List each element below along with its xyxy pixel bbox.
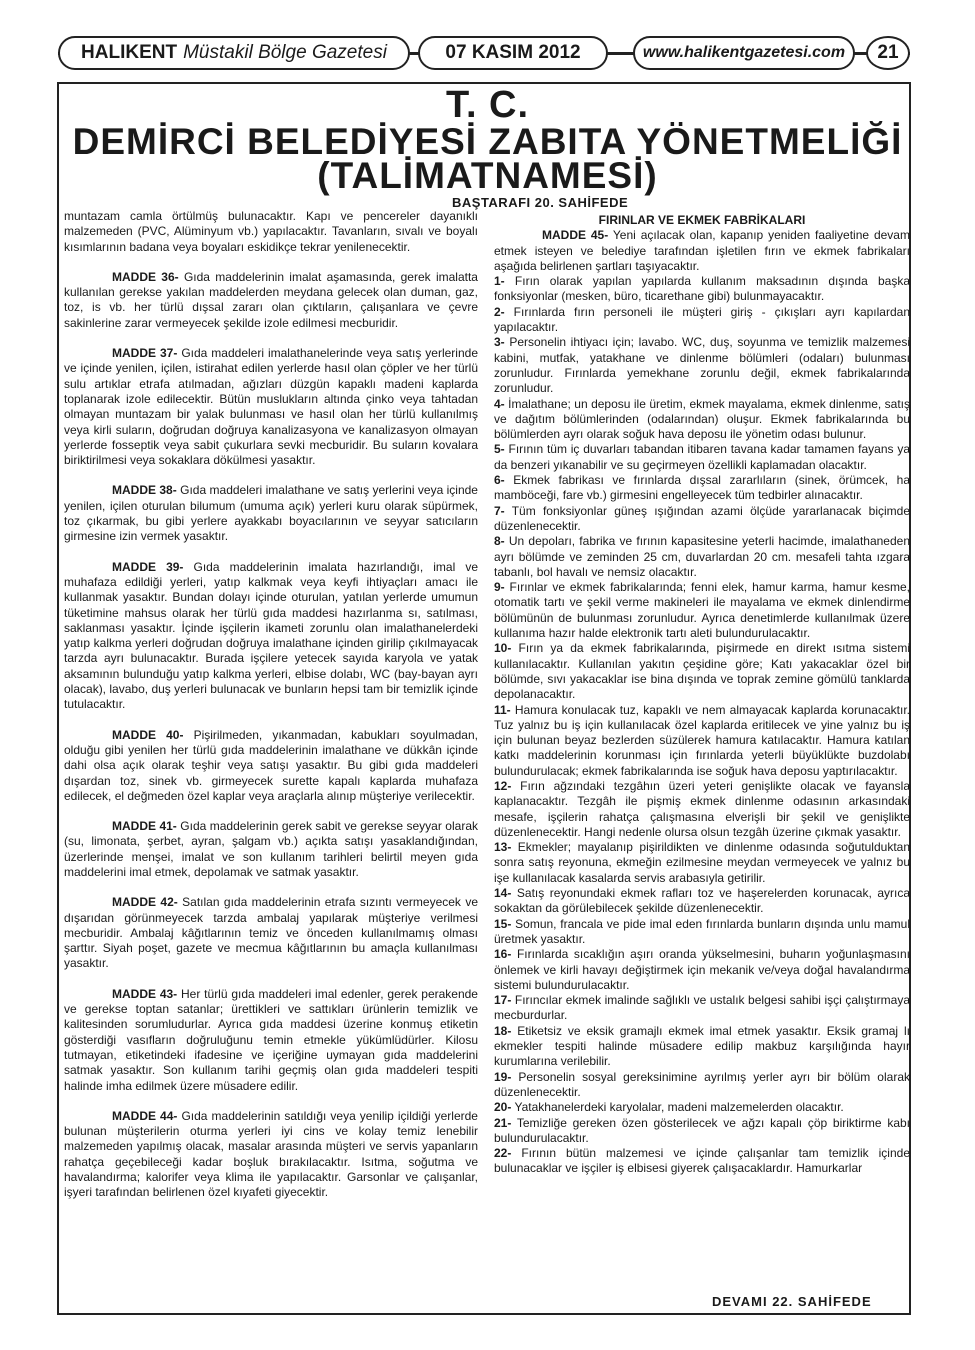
article-45 xyxy=(494,228,910,274)
list-item xyxy=(494,917,910,948)
list-item xyxy=(494,397,910,443)
article-label: MADDE 41- xyxy=(112,819,177,834)
list-item xyxy=(494,1116,910,1147)
item-text: Fırının bütün malzemesi ve içinde çalışanlar tam temizlik içinde bulunacaklar ve işçiler iş elbisesi giyerek çalışacaklardır. Hamurkarlar xyxy=(494,1146,910,1176)
article-paragraph xyxy=(64,819,478,880)
article-label: MADDE 45- xyxy=(542,228,609,243)
title-line-1: T. C. xyxy=(445,84,530,126)
item-text: Fırın olarak yapılan yapılarda kullanım maksadının dışında başka fonksiyonlar (mesken, büro, ticarethane gibi) bulunmayacaktır. xyxy=(494,274,910,304)
item-text: Fırınlarda sıcaklığın aşırı oranda yükselmesini, buharın yoğunlaşmasını önlemek ve kirli havayı değiştirmek için mekanik ve/veya doğal havalandırma sistemi bulundurulacaktır. xyxy=(494,947,910,992)
issue-date: 07 KASIM 2012 xyxy=(418,36,608,70)
item-text: Temizliğe gereken özen gösterilecek ve ağzı kapalı çöp biriktirme kabı bulundurulacaktır. xyxy=(494,1115,911,1145)
item-text: Satış reyonundaki ekmek rafları toz ve haşerelerden korunacak, ayrıca sokaktan da görülebilecek şekilde düzenlenecektir. xyxy=(494,886,910,916)
item-number: 15- xyxy=(494,916,512,931)
article-label: MADDE 36- xyxy=(112,269,179,284)
item-number: 10- xyxy=(494,641,512,656)
item-text: İmalathane; un deposu ile üretim, ekmek mayalama, ekmek dinlenme, satış ve dağıtım bölümlerinden (odalarından) oluşur. Ekmek fabrikalarında bu bölümlerden ayrı olarak soğuk hava deposu ile yönetim odası bulunur. xyxy=(494,396,910,442)
item-number: 20- xyxy=(494,1100,512,1115)
article-paragraph xyxy=(64,987,478,1094)
right-column xyxy=(494,213,910,1177)
list-item xyxy=(494,442,910,473)
article-text: Gıda maddelerinin gerek sabit ve gerekse seyyar olarak (su, limonata, şerbet, ayran, şalgam vb.) açıkta satışı yasaklandığından, üzerlerinde menşei, imalat ve son kullanım tarihleri belirtil meyen gıda maddelerini imal etmek, depolamak ve satmak yasaktır. xyxy=(64,819,478,879)
list-item xyxy=(494,1146,910,1177)
list-item xyxy=(494,534,910,580)
list-item xyxy=(494,641,910,702)
paragraph-gap xyxy=(64,713,478,728)
list-item xyxy=(494,274,910,305)
list-item xyxy=(494,840,910,886)
item-number: 12- xyxy=(494,778,512,793)
section-heading: FIRINLAR VE EKMEK FABRİKALARI xyxy=(598,213,806,227)
item-text: Tüm fonksiyonlar güneş ışığından azami ölçüde yararlanacak biçimde düzenlenecektir. xyxy=(494,503,911,533)
article-label: MADDE 37- xyxy=(112,346,178,361)
item-number: 13- xyxy=(494,840,512,855)
list-item xyxy=(494,473,910,504)
list-item xyxy=(494,779,910,840)
page-number: 21 xyxy=(866,36,910,70)
article-paragraph xyxy=(64,483,478,544)
paper-name: HALIKENT xyxy=(81,42,178,63)
item-text: Fırıncılar ekmek imalinde sağlıklı ve ustalık belgesi sahibi işçi çalıştırmaya mecburdurlar. xyxy=(494,993,910,1023)
item-number: 11- xyxy=(494,702,511,717)
item-number: 4- xyxy=(494,396,505,411)
title-line-2: DEMİRCİ BELEDİYESİ ZABITA YÖNETMELİĞİ xyxy=(72,121,903,162)
masthead-pill xyxy=(58,36,410,70)
paragraph-gap xyxy=(64,255,478,270)
title-line-3: (TALİMATNAMESİ) xyxy=(317,155,658,196)
article-paragraph xyxy=(64,560,478,713)
list-item xyxy=(494,504,910,535)
paragraph-gap xyxy=(64,1094,478,1109)
item-text: Hamura konulacak tuz, kapaklı ve nem almayacak kaplarda korunacaktır. Tuz yalnız bu iş için kullanılacak özel kaplarda eritilecek ve yine yalnız bu iş için bulunan beyaz bezlerden süzülerek hamura katılacaktır. Hamura katılan katkı maddelerinin korunması için fırınlarda yeterli büyüklükte buzdolabı bulundurulacak; ekmek fabrikalarında ise soğuk hava deposu yaptırılacaktır. xyxy=(494,702,910,778)
item-number: 22- xyxy=(494,1146,512,1161)
item-text: Personelin sosyal gereksinimine ayrılmış yerler ayrı bir bölüm olarak düzenlenecektir. xyxy=(494,1069,910,1099)
item-number: 9- xyxy=(494,580,505,595)
list-item xyxy=(494,1024,910,1070)
item-number: 8- xyxy=(494,534,505,549)
article-label: MADDE 42- xyxy=(112,895,178,910)
paragraph-gap xyxy=(64,545,478,560)
list-item xyxy=(494,305,910,336)
item-number: 18- xyxy=(494,1023,512,1038)
article-text: Pişirilmeden, yıkanmadan, kabukları soyulmadan, olduğu gibi yenilen her türlü gıda maddelerinin imalathane ve dükkân içinde dahi olsa açık olarak teşhir veya satışı yasaktır. Bu gibi gıda maddeleri dışardan toz, sinek vb. girmeyecek surette kapalı kaplarda muhafaza edilecek, el değmeden özel kaplar veya araçlarla alınıp müşteriye verilecektir. xyxy=(64,727,478,803)
paragraph-gap xyxy=(64,804,478,819)
article-label: MADDE 39- xyxy=(112,559,184,574)
article-text: Gıda maddelerinin satıldığı veya yenilip içildiği yerlerde bulunan müşterilerin oturma yerleri iyi cins ve kolay temiz lenebilir malzemeden yapılmış olacak, masalar arasında müşteri ve servis yapanların rahatça geçebileceği kadar boşluk bırakılacaktır. Isıtma, soğutma ve havalandırma; kalorifer veya klima ile yapılacaktır. Garsonlar ve çalışanlar, işyeri tarafından belirlenen özel kıyafeti giyecektir. xyxy=(64,1108,478,1200)
list-item xyxy=(494,1100,910,1115)
item-number: 5- xyxy=(494,442,505,457)
article-text: Her türlü gıda maddeleri imal edenler, gerek perakende ve gerekse toptan satanlar; ürettikleri ve sattıkları ürünlerin temizlik ve kalitesinden sorumludurlar. Ayrıca gıda maddesi üzerine konmuş etiketin gösterdiği vasıfların doğruluğunu temin etmekle yükümlüdürler. Kilosu tutmayan, etiketindeki ifadesine ve içeriğine uymayan gıda maddelerini satmak yasaktır. Son kullanım tarihi geçmiş olan gıda maddeleri tespiti halinde imha edilmek üzere müsadere edilir. xyxy=(64,986,478,1093)
paragraph-gap xyxy=(64,468,478,483)
item-text: Ekmek fabrikası ve fırınlarda dışsal zararlıların (sinek, örümcek, ha mamböceği, fare vb.) girmesini engelleyecek tüm tedbirler alınacaktır. xyxy=(494,473,910,503)
item-text: Etiketsiz ve eksik gramajlı ekmek imal etmek yasaktır. Eksik gramaj lı ekmekler tespiti halinde müsadere edilip makbuz karşılığında hayır kurumlarına verilebilir. xyxy=(494,1023,910,1069)
article-paragraph xyxy=(64,346,478,468)
list-item xyxy=(494,886,910,917)
article-text: Gıda maddeleri imalathanelerinde veya satış yerlerinde ve içinde yenilen, içilen, istirahat edilen yerlerde hasıl olan çöpler ve her türlü sulu artıklar etrafa atılmadan, ağızları düzgün kapaklı madeni kaplarda toplanarak izole edilecektir. Bütün muslukların altında çinko veya tahtadan olmayan muntazam bir yalak bulunması ve hasıl olan her türlü kullanılmış veya kirli suların, doğrudan doğruya kanalizasyona ve kanalizasyon olmayan yerlerde fosseptik veya sabit çukurlara sevki mecburidir. Bu suların kovalara biriktirilmesi veya sokaklara dökülmesi yasaktır. xyxy=(64,346,478,468)
paper-subtitle: Müstakil Bölge Gazetesi xyxy=(183,42,387,63)
item-number: 1- xyxy=(494,274,505,289)
article-label: MADDE 43- xyxy=(112,986,178,1001)
article-label: MADDE 38- xyxy=(112,483,177,498)
continued-to-label: DEVAMI 22. SAHİFEDE xyxy=(712,1294,872,1309)
item-text: Somun, francala ve pide imal eden fırınlarda bunların dışında unlu mamul üretmek yasaktır. xyxy=(494,916,910,946)
article-text: Gıda maddelerinin imalata hazırlandığı, imal ve muhafaza edildiği yerleri, yatıp kalkmak veya keyfi ihtiyaçları amacı ile kullanmak yasaktır. Bundan dolayı içinde oturulan, yatılan yerlerde umumun tüketimine mahsus olarak her türlü gıda maddesi hazırlanma sı, satılması, saklanması yasaktır. İçinde işçilerin ikameti zorunlu olan imalathanelerdeki yatıp kalkma yerleri doğrudan doğruya imalathane içinden girilip çıkılmayacak tarzda ayrı bulunacaktır. Burada işçilere yetecek sayıda karyola ve yatak aksamının bulunduğu yatıp kalkma yerleri, elbise dolabı, WC (bay-bayan ayrı olacak), lavabo, duş yerleri bulunacak ve bunların hepsi tam bir temizlik içinde tutulacaktır. xyxy=(64,559,478,712)
item-text: Fırının tüm iç duvarları tabandan itibaren tavana kadar tamamen fayans ya da benzeri yıkanabilir ve su geçirmeyen özellikli kaplamadan olacaktır. xyxy=(494,442,910,472)
item-text: Fırın ağzındaki tezgâhın üzeri yeteri genişlikte olacak ve fayansla kaplanacaktır. Tezgâh ile pişmiş ekmek dinlenme odasının arkasındaki mesafe, işçilerin rahatça çalışmasına elverişli bir şekil ve genişlikte düzenlenecektir. Hangi nedenle olursa olsun tezgâh üzerine çıkmak yasaktır. xyxy=(494,778,910,839)
item-number: 7- xyxy=(494,503,505,518)
item-number: 19- xyxy=(494,1069,512,1084)
item-text: Fırın ya da ekmek fabrikalarında, pişirmede en direkt ısıtma sistemi kullanılacaktır. Kullanılan yakıtın çeşidine göre; Katı yakacaklar özel bir bölümde, sıvı yakacaklar ise bina dışında ve toprak zemine gömülü tanklarda depolanacaktır. xyxy=(494,641,910,702)
item-number: 14- xyxy=(494,886,512,901)
list-item xyxy=(494,1070,910,1101)
left-articles xyxy=(64,255,478,1201)
article-label: MADDE 44- xyxy=(112,1108,178,1123)
item-text: Fırınlar ve ekmek fabrikalarında; fenni elek, hamur karma, hamur kesme, otomatik tartı ve şekil verme makineleri ile mayalama ve ekmek dinlendirme bölümünün de bulunması zorunludur. Ayrıca denetimlerde kullanılmak üzere kullanıma hazır halde elektronik tartı aleti bulundurulacaktır. xyxy=(494,580,910,641)
list-item xyxy=(494,335,910,396)
item-number: 16- xyxy=(494,947,512,962)
right-items xyxy=(494,274,910,1177)
paragraph-gap xyxy=(64,880,478,895)
item-number: 6- xyxy=(494,473,505,488)
item-number: 3- xyxy=(494,335,505,350)
paragraph-gap xyxy=(64,972,478,987)
article-text: Yeni açılacak olan, kapanıp yeniden faaliyetine devam etmek isteyen ve belediye tarafından işletilen fırın ve ekmek fabrikaları aşağıda belirlenen şartları taşıyacaktır. xyxy=(494,228,910,273)
article-paragraph xyxy=(64,1109,478,1201)
paragraph-gap xyxy=(64,331,478,346)
left-column xyxy=(64,209,478,1201)
list-item xyxy=(494,947,910,993)
item-text: Ekmekler; mayalanıp pişirildikten ve dinlenme odasında soğutulduktan sonra satış reyonuna, ekmeğin ezilmesine meydan vermeyecek ve yalnız bu işe kullanılacak kasalarda servis arabasıyla getirilir. xyxy=(494,840,910,885)
item-number: 17- xyxy=(494,993,512,1008)
intro-paragraph: muntazam camla örtülmüş bulunacaktır. Kapı ve pencereler dayanıklı malzemeden (PVC, Alüminyum vb.) yapılacaktır. Tavanların, sıvalı ve boyalı kısımlarının badana veya boyaları eskidikçe tekrar yenilenecektir. xyxy=(64,209,478,254)
item-text: Fırınlarda fırın personeli ile müşteri giriş - çıkışları ayrı kapılardan yapılacaktır. xyxy=(494,304,911,335)
article-paragraph xyxy=(64,895,478,971)
website-link[interactable]: www.halikentgazetesi.com xyxy=(633,36,855,70)
item-text: Yatakhanelerdeki karyolalar, madeni malzemelerden olacaktır. xyxy=(514,1100,844,1115)
article-paragraph xyxy=(64,270,478,331)
article-text: Satılan gıda maddelerinin etrafa sızıntı vermeyecek ve dışarıdan görünmeyecek tarzda ambalaj yapılarak müşteriye verilmesi mecburidir. Ambalaj kâğıtlarının temiz ve önceden kullanılmamış olması şarttır. Siyah poşet, gazete ve mecmua kâğıtlarının bu amaçla kullanılması yasaktır. xyxy=(64,895,479,971)
item-text: Un depoları, fabrika ve fırının kapasitesine yeterli hacimde, imalathaneden ayrı bölümde ve zeminden 25 cm, duvarlardan 20 cm. mesafeli tahta ızgara tabanlı, bol havalı ve nemsiz olacaktır. xyxy=(494,534,910,579)
item-text: Personelin ihtiyacı için; lavabo. WC, duş, soyunma ve temizlik malzemesi kabini, mutfak, yatakhane ve dinlenme bölümleri (odaları) bulunması zorunludur. Fırınlarda yemekhane zorunlu değil, ekmek fabrikalarında zorunludur. xyxy=(494,335,910,396)
article-paragraph xyxy=(64,728,478,804)
continued-from-label: BAŞTARAFI 20. SAHİFEDE xyxy=(452,195,629,210)
article-text: Gıda maddelerinin imalat aşamasında, gerek imalatta kullanılan gerekse yakılan maddelerden meydana gelecek olan duman, gaz, toz, is vb. her türlü dışsal zararı olan çıktıların, çalışanlara ve çevre sakinlerine zarar vermeyecek şekilde izole edilmesi mecburidir. xyxy=(64,269,478,330)
list-item xyxy=(494,703,910,779)
list-item xyxy=(494,993,910,1024)
article-text: Gıda maddeleri imalathane ve satış yerlerini veya içinde yenilen, içilen oturulan bilumum (umuma açık) yerleri kuru olarak süpürmek, toz çıkarmak, bu gibi yerlere ayakkabı boyacılarının ve seyyar satıcıların girmesine izin vermek yasaktır. xyxy=(64,483,478,544)
item-number: 2- xyxy=(494,304,505,319)
article-label: MADDE 40- xyxy=(112,727,184,742)
list-item xyxy=(494,580,910,641)
item-number: 21- xyxy=(494,1115,512,1130)
